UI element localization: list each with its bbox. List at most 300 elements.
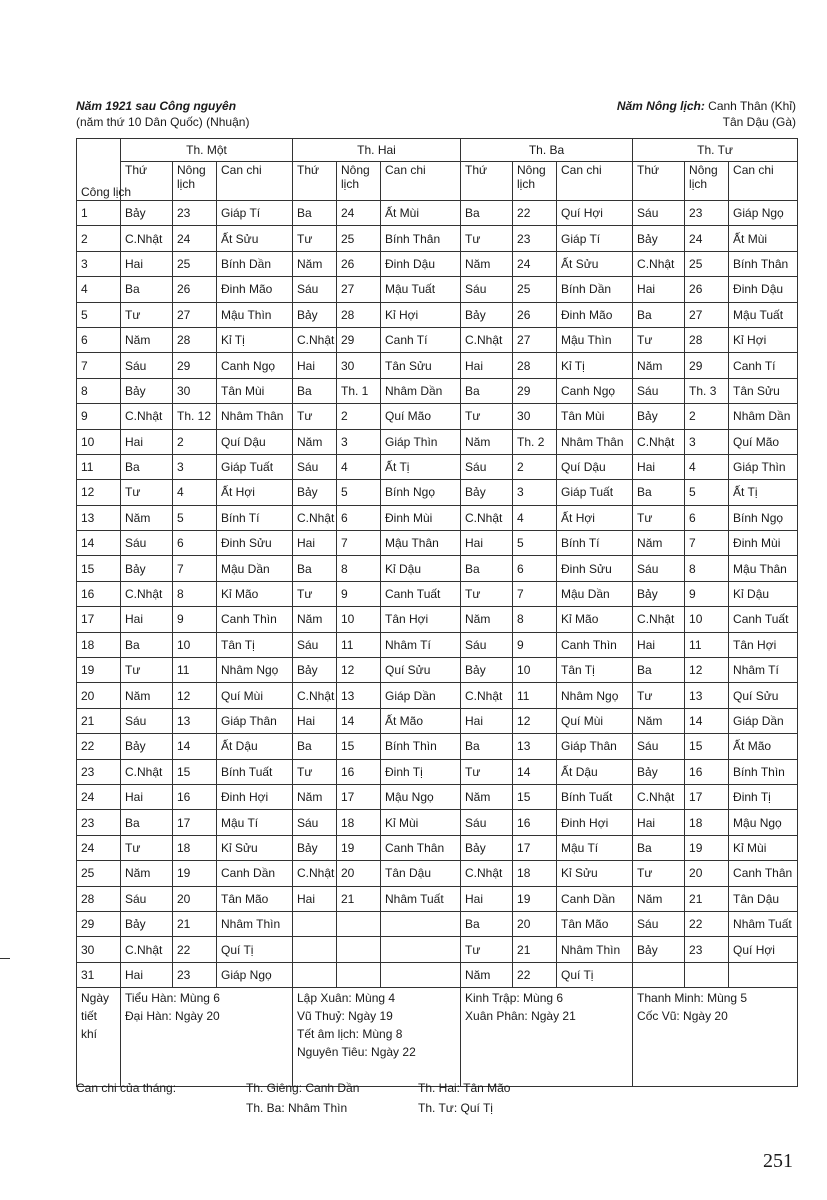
table-row [77,251,798,276]
lunar-day-cell: 4 [173,480,217,505]
can-chi-cell: Ất Hợi [217,480,293,505]
weekday-cell: Hai [461,886,513,911]
can-chi-cell: Tân Hợi [729,632,798,657]
weekday-cell: Ba [633,302,685,327]
can-chi-cell: Nhâm Tuất [381,886,461,911]
can-chi-cell: Quí Sửu [381,658,461,683]
lunar-day-cell: 14 [337,708,381,733]
can-chi-cell: Đinh Sửu [217,531,293,556]
weekday-cell: Bảy [633,937,685,962]
gregorian-day: 17 [77,607,121,632]
margin-mark [0,958,10,959]
can-chi-cell: Canh Dần [557,886,633,911]
lunar-day-cell: 17 [173,810,217,835]
table-row [77,759,798,784]
can-chi-cell: Ất Dậu [557,759,633,784]
can-chi-header: Can chi [381,162,461,201]
can-chi-cell: Giáp Thìn [729,454,798,479]
weekday-cell: C.Nhật [461,505,513,530]
lunar-day-cell: 19 [173,861,217,886]
can-chi-cell: Quí Mão [381,404,461,429]
lunar-day-cell: 12 [337,658,381,683]
can-chi-cell: Mậu Thân [381,531,461,556]
table-row [77,404,798,429]
table-row [77,607,798,632]
can-chi-cell: Mậu Dần [557,581,633,606]
can-chi-cell: Giáp Ngọ [217,962,293,987]
lunar-day-cell: 4 [685,454,729,479]
can-chi-cell: Đinh Dậu [729,277,798,302]
lunar-day-cell: 16 [513,810,557,835]
weekday-cell [633,962,685,987]
lunar-day-cell: 30 [173,378,217,403]
lunar-day-cell: 18 [685,810,729,835]
gregorian-day: 3 [77,251,121,276]
weekday-cell: Ba [461,911,513,936]
weekday-cell: Hai [633,277,685,302]
lunar-day-cell: 23 [685,937,729,962]
weekday-cell: C.Nhật [633,784,685,809]
can-chi-cell: Mậu Ngọ [381,784,461,809]
month-can-chi-footer [76,1078,511,1115]
weekday-cell: Tư [461,226,513,251]
weekday-cell: Bảy [633,759,685,784]
gregorian-day: 23 [77,810,121,835]
lunar-day-cell: 10 [685,607,729,632]
lunar-day-cell: 25 [337,226,381,251]
gregorian-day: 9 [77,404,121,429]
weekday-cell: C.Nhật [461,327,513,352]
can-chi-cell: Đinh Sửu [557,556,633,581]
lunar-day-cell: 11 [337,632,381,657]
lunar-day-cell: 18 [173,835,217,860]
lunar-day-cell: 29 [173,353,217,378]
weekday-cell [293,937,337,962]
lunar-day-cell: Th. 1 [337,378,381,403]
weekday-cell: Ba [293,378,337,403]
lunar-day-cell [337,911,381,936]
table-row [77,302,798,327]
weekday-cell: C.Nhật [293,683,337,708]
weekday-cell: C.Nhật [461,861,513,886]
column-header-row [77,162,798,201]
lunar-day-cell: 28 [337,302,381,327]
lunar-day-cell: 28 [685,327,729,352]
lunar-day-cell: 7 [685,531,729,556]
lunar-day-cell: 27 [173,302,217,327]
weekday-cell: Tư [121,302,173,327]
can-chi-cell: Kỉ Tị [557,353,633,378]
can-chi-cell: Tân Hợi [381,607,461,632]
weekday-cell: Tư [633,683,685,708]
weekday-cell: Năm [633,353,685,378]
lunar-day-cell: 13 [173,708,217,733]
footer-month-2: Th. Hai: Tân Mão [418,1081,511,1095]
can-chi-cell: Giáp Thìn [381,429,461,454]
lunar-day-cell [685,962,729,987]
lunar-day-cell [337,937,381,962]
gregorian-day: 28 [77,886,121,911]
lunar-day-cell [337,962,381,987]
table-row [77,505,798,530]
can-chi-cell: Giáp Thân [217,708,293,733]
weekday-cell: Hai [121,607,173,632]
can-chi-cell: Ất Mùi [729,226,798,251]
weekday-cell: C.Nhật [121,226,173,251]
lunar-day-cell: 16 [337,759,381,784]
lunar-day-cell: 5 [685,480,729,505]
can-chi-cell: Bính Dần [217,251,293,276]
can-chi-cell: Bính Tí [557,531,633,556]
lunar-day-cell: 3 [337,429,381,454]
can-chi-cell: Quí Mão [729,429,798,454]
can-chi-cell: Giáp Tí [557,226,633,251]
table-row [77,353,798,378]
weekday-cell: Hai [461,353,513,378]
lunar-day-cell: 6 [685,505,729,530]
weekday-cell: Sáu [121,353,173,378]
weekday-cell: Năm [121,327,173,352]
lunar-day-cell: 13 [337,683,381,708]
footer-month-1: Th. Giêng: Canh Dần [246,1081,360,1095]
weekday-cell: C.Nhật [121,404,173,429]
table-row [77,708,798,733]
can-chi-cell: Quí Mùi [557,708,633,733]
can-chi-cell: Bính Dần [557,277,633,302]
lunar-day-cell: 22 [685,911,729,936]
table-row [77,658,798,683]
lunar-day-cell: 20 [685,861,729,886]
gregorian-day: 22 [77,734,121,759]
weekday-cell: Sáu [633,911,685,936]
can-chi-cell: Nhâm Thìn [217,911,293,936]
lunar-day-cell: 7 [337,531,381,556]
gregorian-day: 12 [77,480,121,505]
page-header [76,98,796,130]
weekday-cell: C.Nhật [121,759,173,784]
weekday-cell: Sáu [633,378,685,403]
can-chi-header: Can chi [729,162,798,201]
weekday-cell: Năm [121,683,173,708]
can-chi-cell: Nhâm Ngọ [217,658,293,683]
weekday-cell: Tư [121,658,173,683]
weekday-cell: Hai [633,810,685,835]
weekday-cell: C.Nhật [633,251,685,276]
lunar-day-cell: 12 [513,708,557,733]
lunar-day-header: Nông lịch [513,162,557,201]
can-chi-cell: Mậu Thìn [217,302,293,327]
lunar-day-header: Nông lịch [685,162,729,201]
page-number: 251 [763,1150,793,1172]
lunar-day-cell: 22 [513,962,557,987]
can-chi-cell: Quí Hợi [557,201,633,226]
solar-terms-cell [461,988,633,1087]
solar-term-line: Tết âm lịch: Mùng 8 [297,1027,403,1042]
can-chi-cell: Ất Mùi [381,201,461,226]
lunar-day-cell: 12 [685,658,729,683]
gregorian-day: 16 [77,581,121,606]
weekday-cell: C.Nhật [461,683,513,708]
can-chi-cell: Bính Thân [381,226,461,251]
can-chi-cell: Mậu Thìn [557,327,633,352]
lunar-day-cell: 16 [173,784,217,809]
lunar-year-value-1: Canh Thân (Khỉ) [708,99,796,113]
lunar-day-cell: 9 [513,632,557,657]
solar-terms-label: Ngày tiết khí [77,988,121,1087]
can-chi-cell: Nhâm Dần [381,378,461,403]
weekday-cell: Bảy [293,302,337,327]
table-row [77,556,798,581]
weekday-cell: Năm [121,861,173,886]
lunar-day-cell: 27 [337,277,381,302]
lunar-day-cell: 29 [513,378,557,403]
weekday-cell: Bảy [293,835,337,860]
weekday-cell: Sáu [293,277,337,302]
can-chi-cell: Kỉ Sửu [217,835,293,860]
lunar-day-header: Nông lịch [173,162,217,201]
can-chi-cell: Kỉ Hợi [729,327,798,352]
can-chi-cell: Kỉ Sửu [557,861,633,886]
lunar-day-cell: 20 [513,911,557,936]
lunar-day-cell: 27 [513,327,557,352]
lunar-day-cell: 9 [173,607,217,632]
weekday-cell: Tư [633,505,685,530]
lunar-day-cell: 17 [513,835,557,860]
can-chi-cell: Kỉ Tị [217,327,293,352]
table-row [77,911,798,936]
can-chi-cell: Ất Tị [381,454,461,479]
can-chi-cell: Tân Tị [557,658,633,683]
gregorian-day: 5 [77,302,121,327]
can-chi-cell: Đinh Mùi [729,531,798,556]
lunar-day-cell: 25 [685,251,729,276]
solar-terms-row [77,988,798,1087]
can-chi-cell: Nhâm Thân [557,429,633,454]
lunar-day-cell: 4 [337,454,381,479]
can-chi-cell: Kỉ Dậu [381,556,461,581]
weekday-cell: Tư [293,759,337,784]
can-chi-cell: Mậu Dần [217,556,293,581]
can-chi-cell: Canh Thìn [217,607,293,632]
lunar-year-value-2: Tân Dậu (Gà) [722,115,796,129]
can-chi-cell: Kỉ Hợi [381,302,461,327]
lunar-day-cell: 17 [685,784,729,809]
weekday-cell: Bảy [461,302,513,327]
lunar-day-cell: 8 [337,556,381,581]
weekday-cell: Hai [461,708,513,733]
can-chi-cell: Mậu Tuất [381,277,461,302]
lunar-day-cell: 10 [513,658,557,683]
lunar-day-cell: 10 [173,632,217,657]
can-chi-cell: Bính Tuất [217,759,293,784]
weekday-cell: Hai [293,353,337,378]
can-chi-cell: Đinh Tị [381,759,461,784]
weekday-cell: Sáu [121,531,173,556]
weekday-cell: Hai [121,251,173,276]
can-chi-cell: Bính Thân [729,251,798,276]
lunar-day-cell: 15 [337,734,381,759]
can-chi-cell: Mậu Tí [557,835,633,860]
lunar-day-cell: 7 [173,556,217,581]
weekday-cell: C.Nhật [293,861,337,886]
solar-term-line: Nguyên Tiêu: Ngày 22 [297,1045,416,1060]
can-chi-cell: Tân Mão [557,911,633,936]
gregorian-day: 15 [77,556,121,581]
can-chi-cell: Nhâm Tí [729,658,798,683]
month-header-row [77,139,798,162]
solar-term-line: Lập Xuân: Mùng 4 [297,991,396,1006]
month-header: Th. Ba [461,139,633,162]
can-chi-cell: Kỉ Dậu [729,581,798,606]
gregorian-day: 14 [77,531,121,556]
footer-month-3: Th. Ba: Nhâm Thìn [246,1101,348,1115]
can-chi-cell: Quí Hợi [729,937,798,962]
can-chi-cell: Tân Sửu [381,353,461,378]
weekday-cell: Bảy [461,658,513,683]
weekday-cell: Hai [461,531,513,556]
lunar-day-cell: 2 [513,454,557,479]
can-chi-cell: Quí Dậu [557,454,633,479]
weekday-header: Thứ [293,162,337,201]
can-chi-cell: Quí Tị [217,937,293,962]
solar-term-line: Vũ Thuỷ: Ngày 19 [297,1009,393,1024]
lunar-day-cell: 2 [173,429,217,454]
weekday-cell: Sáu [121,886,173,911]
lunar-day-cell: 21 [337,886,381,911]
weekday-cell: Hai [121,784,173,809]
weekday-cell: Năm [461,607,513,632]
month-header: Th. Hai [293,139,461,162]
weekday-cell: Bảy [633,226,685,251]
weekday-cell: Sáu [633,734,685,759]
can-chi-cell: Giáp Dần [729,708,798,733]
weekday-cell: Sáu [461,454,513,479]
lunar-day-cell: 16 [685,759,729,784]
can-chi-cell: Tân Dậu [729,886,798,911]
weekday-cell: Năm [293,607,337,632]
weekday-cell: Năm [633,886,685,911]
weekday-cell: Hai [633,632,685,657]
lunar-day-cell: 21 [685,886,729,911]
weekday-cell: Bảy [121,911,173,936]
weekday-cell: Bảy [121,201,173,226]
gregorian-year-title: Năm 1921 sau Công nguyên [76,99,237,113]
lunar-day-cell: 26 [513,302,557,327]
can-chi-cell: Kỉ Mão [217,581,293,606]
lunar-day-cell: 15 [173,759,217,784]
can-chi-cell: Canh Thân [729,861,798,886]
weekday-cell: Sáu [461,277,513,302]
can-chi-cell: Canh Tí [381,327,461,352]
can-chi-header: Can chi [217,162,293,201]
can-chi-cell: Bính Tí [217,505,293,530]
weekday-cell: Sáu [461,632,513,657]
can-chi-cell: Nhâm Tí [381,632,461,657]
table-row [77,226,798,251]
weekday-cell: Năm [461,429,513,454]
weekday-cell: Năm [121,505,173,530]
weekday-cell: Ba [293,556,337,581]
can-chi-cell: Đinh Mùi [381,505,461,530]
solar-terms-cell [293,988,461,1087]
can-chi-cell: Canh Dần [217,861,293,886]
lunar-day-cell: 18 [337,810,381,835]
can-chi-cell: Ất Dậu [217,734,293,759]
solar-term-line: Đại Hàn: Ngày 20 [125,1009,220,1024]
can-chi-cell: Đinh Dậu [381,251,461,276]
gregorian-day: 30 [77,937,121,962]
month-header: Th. Một [121,139,293,162]
lunar-day-cell: 5 [337,480,381,505]
gregorian-day: 6 [77,327,121,352]
can-chi-cell: Giáp Tuất [557,480,633,505]
can-chi-cell: Mậu Ngọ [729,810,798,835]
lunar-day-cell: 27 [685,302,729,327]
table-row [77,632,798,657]
gregorian-day: 19 [77,658,121,683]
lunar-day-cell: 15 [685,734,729,759]
can-chi-cell: Bính Ngọ [729,505,798,530]
can-chi-cell: Ất Tị [729,480,798,505]
can-chi-cell [381,911,461,936]
lunar-day-cell: 3 [513,480,557,505]
lunar-day-cell: 11 [173,658,217,683]
lunar-day-cell: 26 [337,251,381,276]
can-chi-cell: Bính Thìn [729,759,798,784]
lunar-day-cell: 13 [685,683,729,708]
cong-lich-header: Công lịch [77,139,121,201]
weekday-cell: Bảy [461,835,513,860]
can-chi-cell: Nhâm Thìn [557,937,633,962]
lunar-day-cell: 24 [173,226,217,251]
weekday-cell: Năm [461,784,513,809]
can-chi-cell: Ất Mão [729,734,798,759]
weekday-cell: Bảy [293,658,337,683]
weekday-cell: Ba [121,810,173,835]
gregorian-day: 24 [77,784,121,809]
can-chi-cell: Tân Tị [217,632,293,657]
lunar-day-cell: 7 [513,581,557,606]
can-chi-cell: Giáp Ngọ [729,201,798,226]
lunar-day-cell: 28 [513,353,557,378]
table-row [77,835,798,860]
weekday-cell: C.Nhật [293,505,337,530]
weekday-cell: Hai [293,886,337,911]
weekday-cell: C.Nhật [121,937,173,962]
weekday-cell: C.Nhật [121,581,173,606]
lunar-day-cell: 20 [337,861,381,886]
weekday-cell: Tư [293,226,337,251]
gregorian-day: 29 [77,911,121,936]
table-row [77,810,798,835]
can-chi-cell: Kỉ Mùi [381,810,461,835]
lunar-day-cell: 24 [513,251,557,276]
lunar-day-cell: 29 [337,327,381,352]
table-row [77,378,798,403]
gregorian-day: 31 [77,962,121,987]
table-row [77,937,798,962]
lunar-day-cell: 13 [513,734,557,759]
gregorian-day: 24 [77,835,121,860]
lunar-day-cell: 14 [513,759,557,784]
solar-term-line: Tiểu Hàn: Mùng 6 [125,991,220,1006]
weekday-cell: Năm [293,429,337,454]
lunar-day-cell: 12 [173,683,217,708]
lunar-day-cell: 20 [173,886,217,911]
weekday-cell: Tư [121,480,173,505]
can-chi-cell: Bính Tuất [557,784,633,809]
solar-terms-cell [633,988,798,1087]
